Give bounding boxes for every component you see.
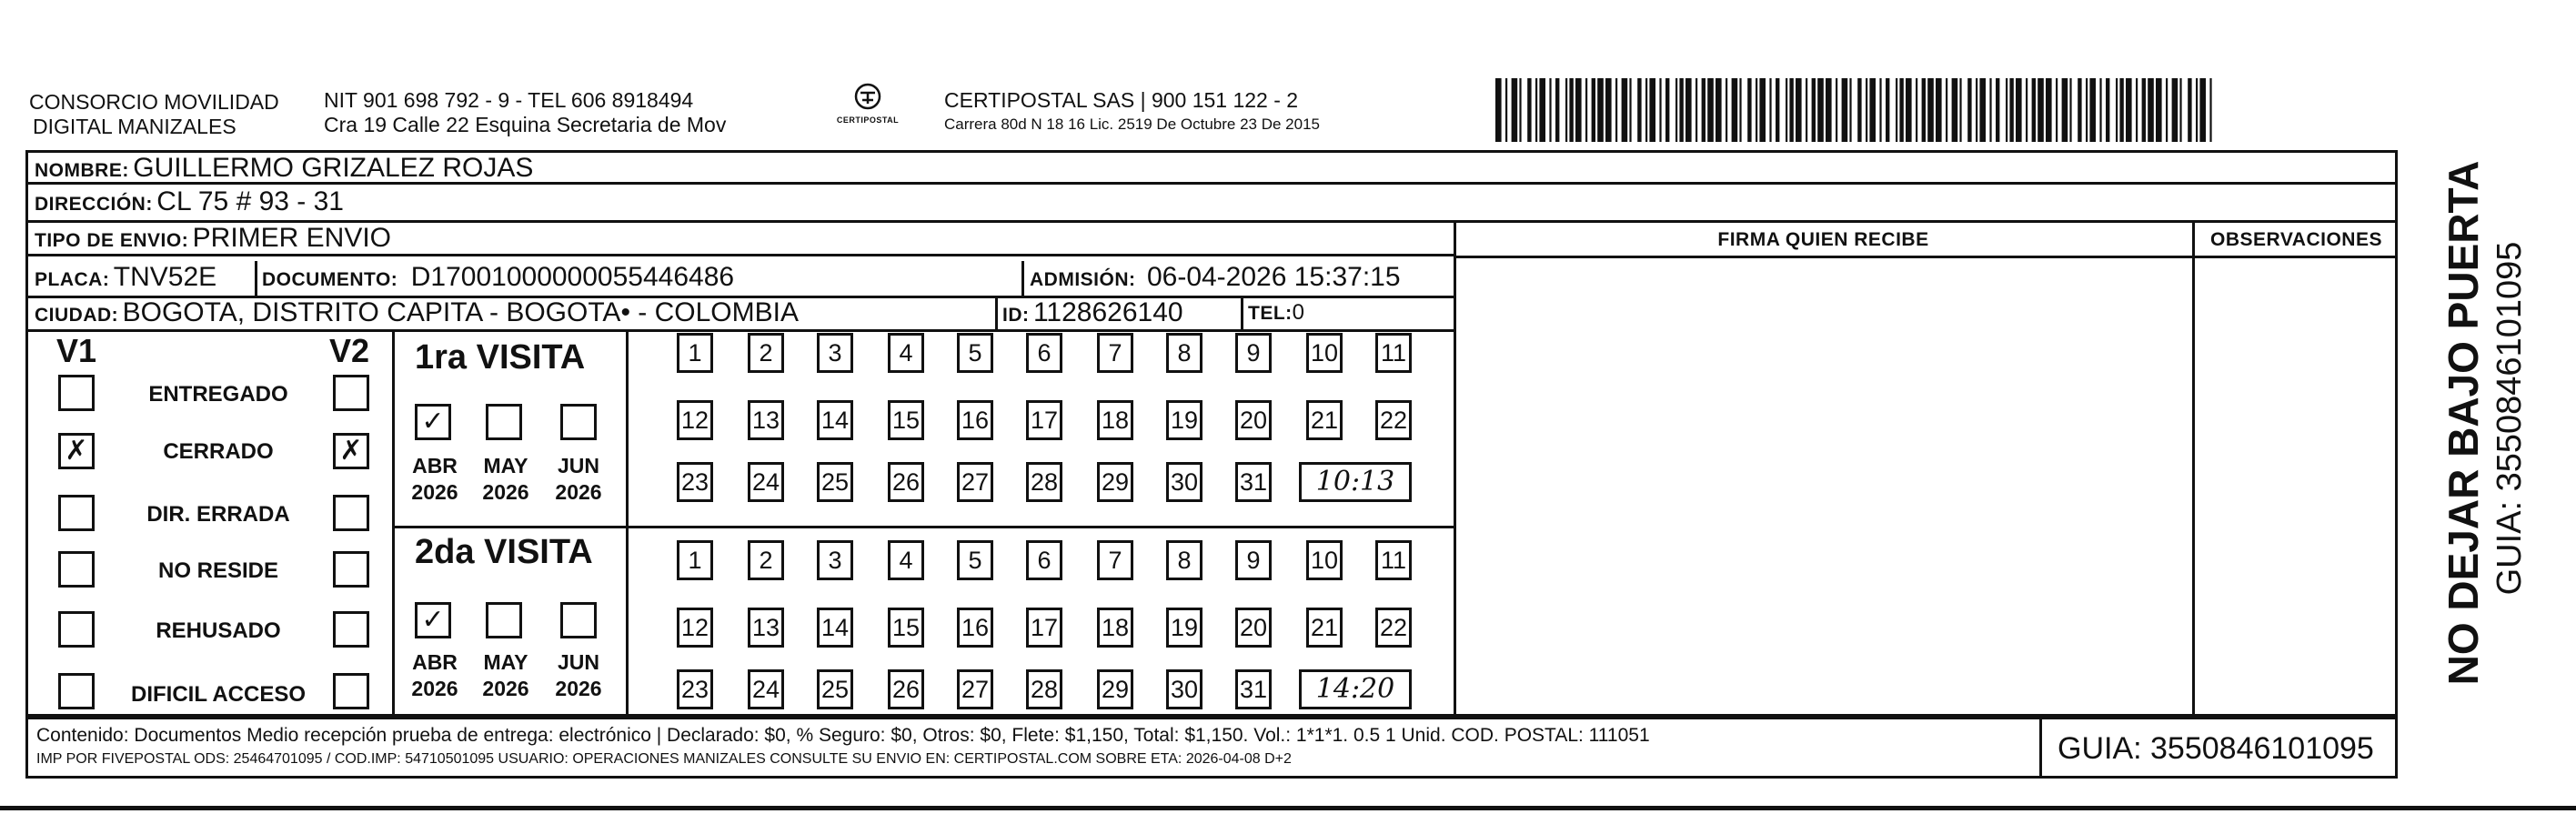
first-visit-month-may: MAY 2026 [482, 454, 529, 504]
first-visit-day-11[interactable]: 11 [1375, 333, 1412, 373]
first-visit-day-26[interactable]: 26 [888, 462, 924, 502]
first-visit-day-24[interactable]: 24 [748, 462, 784, 502]
placa-value: TNV52E [113, 262, 217, 292]
first-visit-day-10[interactable]: 10 [1306, 333, 1343, 373]
divider [255, 261, 257, 296]
first-visit-day-14[interactable]: 14 [817, 400, 853, 440]
first-visit-day-13[interactable]: 13 [748, 400, 784, 440]
tipo-envio-value: PRIMER ENVIO [192, 223, 392, 253]
reason-dificil-acceso: DIFICIL ACCESO [130, 682, 306, 707]
first-visit-day-31[interactable]: 31 [1235, 462, 1272, 502]
second-visit-month-may: MAY 2026 [482, 650, 529, 700]
divider [1454, 256, 2398, 258]
divider [2192, 220, 2195, 717]
first-visit-day-2[interactable]: 2 [748, 333, 784, 373]
second-visit-day-19[interactable]: 19 [1166, 608, 1202, 648]
second-visit-day-26[interactable]: 26 [888, 669, 924, 709]
second-visit-day-30[interactable]: 30 [1166, 669, 1202, 709]
tipo-envio-row: TIPO DE ENVIO: PRIMER ENVIO [35, 223, 392, 253]
first-visit-day-27[interactable]: 27 [957, 462, 993, 502]
first-visit-title: 1ra VISITA [415, 338, 586, 377]
second-visit-day-27[interactable]: 27 [957, 669, 993, 709]
v2-dificil-acceso-checkbox[interactable] [333, 673, 369, 709]
certipostal-logo: CERTIPOSTAL [831, 82, 904, 125]
reason-no-reside: NO RESIDE [157, 558, 279, 583]
second-visit-day-28[interactable]: 28 [1026, 669, 1062, 709]
second-visit-day-21[interactable]: 21 [1306, 608, 1343, 648]
documento-field: DOCUMENTO: D17001000000055446486 [262, 262, 735, 292]
side-guia [2489, 218, 2531, 618]
second-visit-day-8[interactable]: 8 [1166, 540, 1202, 580]
second-visit-day-24[interactable]: 24 [748, 669, 784, 709]
nombre-value: GUILLERMO GRIZALEZ ROJAS [133, 153, 534, 183]
admision-field: ADMISIÓN: 06-04-2026 15:37:15 [1030, 262, 1401, 292]
company-name: CONSORCIO MOVILIDAD DIGITAL MANIZALES [29, 90, 279, 138]
nombre-row: NOMBRE: GUILLERMO GRIZALEZ ROJAS [35, 153, 534, 183]
first-visit-day-6[interactable]: 6 [1026, 333, 1062, 373]
second-visit-day-17[interactable]: 17 [1026, 608, 1062, 648]
divider [25, 776, 2398, 779]
first-visit-abr-checkbox[interactable] [415, 404, 451, 440]
tel-field: TEL:0 [1248, 300, 1305, 325]
direccion-value: CL 75 # 93 - 31 [156, 186, 344, 216]
side-guia-text: GUIA: 3550846101095 [2490, 241, 2529, 596]
second-visit-may-checkbox[interactable] [486, 602, 522, 638]
firma-header: FIRMA QUIEN RECIBE [1717, 229, 1929, 250]
second-visit-day-13[interactable]: 13 [748, 608, 784, 648]
ciudad-field: CIUDAD: BOGOTA, DISTRITO CAPITA - BOGOTA• - COLOMBIA [35, 297, 799, 327]
v1-header: V1 [56, 332, 97, 369]
second-visit-jun-checkbox[interactable] [560, 602, 597, 638]
second-visit-day-22[interactable]: 22 [1375, 608, 1412, 648]
divider [25, 254, 1454, 256]
v2-no-reside-checkbox[interactable] [333, 551, 369, 588]
second-visit-month-abr: ABR 2026 [411, 650, 458, 700]
observaciones-header: OBSERVACIONES [2210, 229, 2382, 250]
second-visit-day-7[interactable]: 7 [1097, 540, 1133, 580]
no-dejar-bajo-puerta: NO DEJAR BAJO PUERTA [2440, 160, 2487, 686]
first-visit-day-7[interactable]: 7 [1097, 333, 1133, 373]
second-visit-day-23[interactable]: 23 [677, 669, 713, 709]
v1-no-reside-checkbox[interactable] [58, 551, 95, 588]
divider [1021, 261, 1024, 296]
first-visit-day-22[interactable]: 22 [1375, 400, 1412, 440]
company-contact: NIT 901 698 792 - 9 - TEL 606 8918494 Cra 19 Calle 22 Esquina Secretaria de Mov [324, 88, 727, 136]
second-visit-day-10[interactable]: 10 [1306, 540, 1343, 580]
v1-dir-errada-checkbox[interactable] [58, 495, 95, 531]
second-visit-day-16[interactable]: 16 [957, 608, 993, 648]
divider [1241, 296, 1243, 329]
second-visit-day-25[interactable]: 25 [817, 669, 853, 709]
second-visit-day-11[interactable]: 11 [1375, 540, 1412, 580]
certipostal-logo-icon [850, 82, 886, 113]
admision-value: 06-04-2026 15:37:15 [1146, 262, 1401, 292]
first-visit-day-25[interactable]: 25 [817, 462, 853, 502]
divider [626, 329, 629, 717]
first-visit-day-30[interactable]: 30 [1166, 462, 1202, 502]
first-visit-month-abr: ABR 2026 [411, 454, 458, 504]
tel-value: 0 [1292, 300, 1305, 325]
first-visit-jun-checkbox[interactable] [560, 404, 597, 440]
first-visit-day-21[interactable]: 21 [1306, 400, 1343, 440]
first-visit-may-checkbox[interactable] [486, 404, 522, 440]
second-visit-abr-mark: ✓ [421, 604, 445, 636]
first-visit-day-16[interactable]: 16 [957, 400, 993, 440]
first-visit-day-19[interactable]: 19 [1166, 400, 1202, 440]
second-visit-day-6[interactable]: 6 [1026, 540, 1062, 580]
second-visit-day-29[interactable]: 29 [1097, 669, 1133, 709]
footer-guia: GUIA: 3550846101095 [2058, 731, 2374, 766]
v1-cerrado-checkbox[interactable] [58, 433, 95, 469]
divider [392, 329, 395, 717]
second-visit-day-5[interactable]: 5 [957, 540, 993, 580]
direccion-row: DIRECCIÓN: CL 75 # 93 - 31 [35, 186, 344, 216]
reason-rehusado: REHUSADO [156, 618, 281, 643]
v2-header: V2 [329, 332, 370, 369]
second-visit-day-15[interactable]: 15 [888, 608, 924, 648]
first-visit-abr-mark: ✓ [421, 406, 445, 437]
id-value: 1128626140 [1032, 297, 1183, 327]
v1-dificil-acceso-checkbox[interactable] [58, 673, 95, 709]
second-visit-day-3[interactable]: 3 [817, 540, 853, 580]
barcode [1495, 78, 2216, 142]
footer-imp-line: IMP POR FIVEPOSTAL ODS: 25464701095 / COD.IMP: 54710501095 USUARIO: OPERACIONES MANIZALES CONSULTE SU ENVIO EN: CERTIPOSTAL.COM SOBRE ETA: 2026-04-08 D+2 [36, 751, 1292, 767]
v1-cerrado-mark: ✗ [65, 435, 88, 467]
documento-value: D17001000000055446486 [410, 262, 735, 292]
second-visit-time-box[interactable]: 14:20 [1299, 669, 1412, 709]
second-visit-day-4[interactable]: 4 [888, 540, 924, 580]
first-visit-day-23[interactable]: 23 [677, 462, 713, 502]
first-visit-day-17[interactable]: 17 [1026, 400, 1062, 440]
first-visit-day-29[interactable]: 29 [1097, 462, 1133, 502]
side-note [2438, 155, 2489, 691]
barcode-graphic [1495, 78, 2216, 142]
first-visit-day-12[interactable]: 12 [677, 400, 713, 440]
second-visit-day-18[interactable]: 18 [1097, 608, 1133, 648]
v1-rehusado-checkbox[interactable] [58, 611, 95, 648]
reason-dir-errada: DIR. ERRADA [146, 502, 290, 527]
v2-cerrado-checkbox[interactable] [333, 433, 369, 469]
first-visit-time-box[interactable]: 10:13 [1299, 462, 1412, 502]
first-visit-day-5[interactable]: 5 [957, 333, 993, 373]
first-visit-day-18[interactable]: 18 [1097, 400, 1133, 440]
second-visit-day-14[interactable]: 14 [817, 608, 853, 648]
first-visit-day-28[interactable]: 28 [1026, 462, 1062, 502]
footer-contenido: Contenido: Documentos Medio recepción prueba de entrega: electrónico | Declarado: $0, % Seguro: $0, Otros: $0, Flete: $1,150, Total: $1,150. Vol.: 1*1*1. 0.5 1 Unid. COD. POSTAL: 111051 [36, 725, 1650, 746]
second-visit-abr-checkbox[interactable] [415, 602, 451, 638]
v2-cerrado-mark: ✗ [339, 435, 363, 467]
v1-entregado-checkbox[interactable] [58, 375, 95, 411]
divider [25, 329, 1454, 332]
v2-entregado-checkbox[interactable] [333, 375, 369, 411]
divider [1454, 220, 1456, 717]
v2-rehusado-checkbox[interactable] [333, 611, 369, 648]
divider [25, 717, 28, 779]
second-visit-month-jun: JUN 2026 [555, 650, 602, 700]
second-visit-day-31[interactable]: 31 [1235, 669, 1272, 709]
id-field: ID: 1128626140 [1002, 297, 1183, 327]
divider [995, 296, 998, 329]
first-visit-day-3[interactable]: 3 [817, 333, 853, 373]
first-visit-day-4[interactable]: 4 [888, 333, 924, 373]
first-visit-day-9[interactable]: 9 [1235, 333, 1272, 373]
reason-entregado: ENTREGADO [148, 382, 288, 407]
first-visit-day-1[interactable]: 1 [677, 333, 713, 373]
placa-field: PLACA: TNV52E [35, 262, 217, 292]
second-visit-title: 2da VISITA [415, 533, 593, 571]
certipostal-info: CERTIPOSTAL SAS | 900 151 122 - 2 Carrera 80d N 18 16 Lic. 2519 De Octubre 23 De 2015 [944, 88, 1320, 133]
second-visit-day-2[interactable]: 2 [748, 540, 784, 580]
second-visit-day-20[interactable]: 20 [1235, 608, 1272, 648]
divider [2395, 717, 2398, 779]
v2-dir-errada-checkbox[interactable] [333, 495, 369, 531]
first-visit-day-8[interactable]: 8 [1166, 333, 1202, 373]
divider [392, 526, 1454, 528]
second-visit-day-9[interactable]: 9 [1235, 540, 1272, 580]
second-visit-day-12[interactable]: 12 [677, 608, 713, 648]
page-edge [0, 806, 2576, 810]
reason-cerrado: CERRADO [163, 439, 274, 464]
ciudad-value: BOGOTA, DISTRITO CAPITA - BOGOTA• - COLOMBIA [122, 297, 799, 327]
first-visit-day-15[interactable]: 15 [888, 400, 924, 440]
first-visit-month-jun: JUN 2026 [555, 454, 602, 504]
second-visit-day-1[interactable]: 1 [677, 540, 713, 580]
first-visit-day-20[interactable]: 20 [1235, 400, 1272, 440]
